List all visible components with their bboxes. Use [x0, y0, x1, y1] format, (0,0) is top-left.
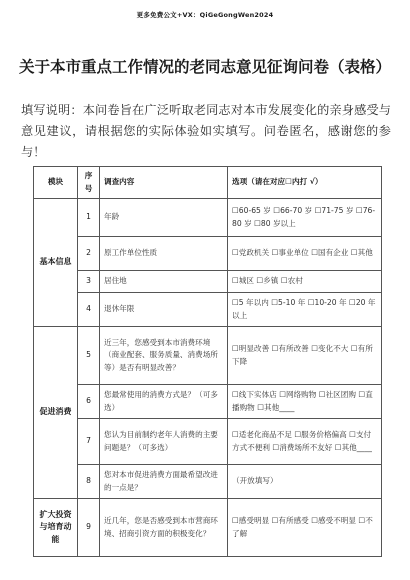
options-cell[interactable]: ☐60-65 岁 ☐66-70 岁 ☐71-75 岁 ☐76-80 岁 ☐80 岁以上: [228, 199, 382, 237]
table-row: [34, 385, 382, 419]
table-row: [34, 199, 382, 237]
module-cell-basic-info: 基本信息: [34, 199, 78, 327]
row-number: 9: [78, 499, 100, 557]
survey-table: [33, 166, 382, 557]
question-cell: 原工作单位性质: [100, 237, 228, 271]
question-cell: 近三年，您感受到本市消费环境（商业配套、服务质量、消费场所等）是否有明显改善？: [100, 327, 228, 385]
options-cell[interactable]: ☐线下实体店 ☐网络购物 ☐社区团购 ☐直播购物 ☐其他____: [228, 385, 382, 419]
options-cell[interactable]: ☐5 年以内 ☐5-10 年 ☐10-20 年 ☐20 年以上: [228, 293, 382, 327]
instructions-paragraph: 填写说明：本问卷旨在广泛听取老同志对本市发展变化的亲身感受与意见建议，请根据您的实际体验如实填写。问卷匿名，感谢您的参与！: [21, 103, 391, 159]
options-cell[interactable]: ☐明显改善 ☐有所改善 ☐变化不大 ☐有所下降: [228, 327, 382, 385]
column-header-number: 序号: [78, 167, 100, 199]
table-row: [34, 419, 382, 465]
question-cell: 退休年限: [100, 293, 228, 327]
module-cell-investment: 扩大投资与培育动能: [34, 499, 78, 557]
row-number: 1: [78, 199, 100, 237]
question-cell: 您最常使用的消费方式是？（可多选）: [100, 385, 228, 419]
row-number: 3: [78, 271, 100, 293]
header-watermark: 更多免费公文+VX：QiGeGongWen2024: [136, 11, 274, 19]
column-header-module: 模块: [34, 167, 78, 199]
question-cell: 年龄: [100, 199, 228, 237]
question-cell: 您对本市促进消费方面最希望改进的一点是？: [100, 465, 228, 499]
row-number: 6: [78, 385, 100, 419]
options-cell[interactable]: ☐城区 ☐乡镇 ☐农村: [228, 271, 382, 293]
question-cell: 居住地: [100, 271, 228, 293]
options-cell[interactable]: ☐党政机关 ☐事业单位 ☐国有企业 ☐其他: [228, 237, 382, 271]
row-number: 7: [78, 419, 100, 465]
row-number: 8: [78, 465, 100, 499]
table-row: [34, 465, 382, 499]
row-number: 2: [78, 237, 100, 271]
column-header-content: 调查内容: [100, 167, 228, 199]
table-row: [34, 271, 382, 293]
table-row: [34, 499, 382, 557]
table-row: [34, 237, 382, 271]
question-cell: 近几年，您是否感受到本市营商环境、招商引资方面的积极变化？: [100, 499, 228, 557]
module-cell-consumption: 促进消费: [34, 327, 78, 499]
table-row: [34, 327, 382, 385]
document-title: 关于本市重点工作情况的老同志意见征询问卷（表格）: [18, 58, 391, 76]
row-number: 5: [78, 327, 100, 385]
row-number: 4: [78, 293, 100, 327]
question-cell: 您认为目前制约老年人消费的主要问题是？（可多选）: [100, 419, 228, 465]
column-header-options: 选项（请在对应☐内打 √）: [228, 167, 382, 199]
options-cell[interactable]: ☐适老化商品不足 ☐服务价格偏高 ☐支付方式不便利 ☐消费场所不友好 ☐其他____: [228, 419, 382, 465]
options-cell[interactable]: （开放填写）: [228, 465, 382, 499]
options-cell[interactable]: ☐感受明显 ☐有所感受 ☐感受不明显 ☐不了解: [228, 499, 382, 557]
table-header-row: [34, 167, 382, 199]
table-row: [34, 293, 382, 327]
